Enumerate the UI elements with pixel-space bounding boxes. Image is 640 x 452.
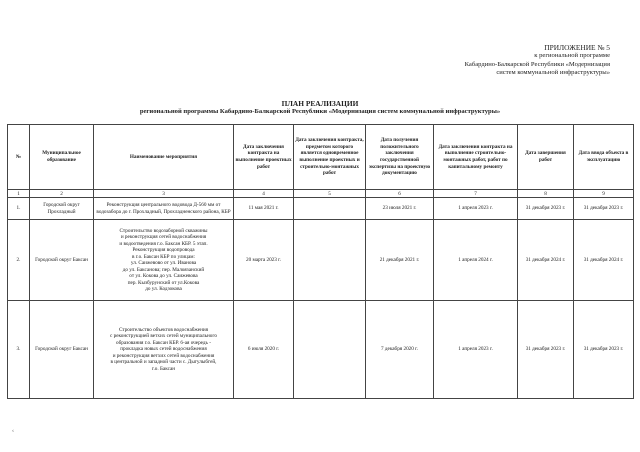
design-contract-cell: 20 марта 2023 г. xyxy=(234,220,294,301)
header-commissioning: Дата ввода объекта в эксплуатацию xyxy=(574,125,634,190)
column-number: 2 xyxy=(30,190,94,198)
completion-cell: 31 декабря 2023 г. xyxy=(518,301,574,399)
row-number: 1. xyxy=(8,198,30,220)
header-number: № xyxy=(8,125,30,190)
plan-subtitle: региональной программы Кабардино-Балкарской Республики «Модернизация систем коммунальной инфраструктуры» xyxy=(139,108,501,115)
header-combined-contract: Дата заключения контракта, предметом которого является одновременное выполнение проектных и строительно-монтажных работ xyxy=(294,125,366,190)
commissioning-cell: 31 декабря 2024 г. xyxy=(574,220,634,301)
row-number: 2. xyxy=(8,220,30,301)
column-number: 5 xyxy=(294,190,366,198)
table-header-row xyxy=(8,125,634,190)
construction-contract-cell: 1 апреля 2024 г. xyxy=(434,220,518,301)
header-municipality: Муниципальное образование xyxy=(30,125,94,190)
completion-cell: 31 декабря 2023 г. xyxy=(518,198,574,220)
table-row xyxy=(8,198,634,220)
column-number: 8 xyxy=(518,190,574,198)
event-text: Строительство объектов водоснабжения с реконструкцией ветхих сетей муниципального образования г.о. Баксан КБР. 6-ая очередь - прокладка новых сетей водоснабжения и реконструкция ветхих сетей водоснабжения в центральной и западной части с. Дыгулыбгей, г.о. Баксан xyxy=(110,326,217,372)
row-number: 3. xyxy=(8,301,30,399)
header-completion: Дата завершения работ xyxy=(518,125,574,190)
appendix-block xyxy=(370,44,610,78)
column-number-row xyxy=(8,190,634,198)
combined-contract-cell xyxy=(294,220,366,301)
appendix-line-2: к региональной программе xyxy=(534,52,610,60)
municipality-cell: Городской округ Прохладный xyxy=(30,198,94,220)
header-event: Наименование мероприятия xyxy=(94,125,234,190)
appendix-line-3: Кабардино-Балкарской Республики «Модернизация xyxy=(464,60,610,68)
municipality-cell: Городской округ Баксан xyxy=(30,220,94,301)
header-construction-contract: Дата заключения контракта на выполнение строительно-монтажных работ, работ по капитальному ремонту xyxy=(434,125,518,190)
construction-contract-cell: 1 апреля 2023 г. xyxy=(434,301,518,399)
event-cell xyxy=(94,301,234,399)
combined-contract-cell xyxy=(294,301,366,399)
design-contract-cell: 6 июля 2020 г. xyxy=(234,301,294,399)
expertise-cell: 7 декабря 2020 г. xyxy=(366,301,434,399)
column-number: 6 xyxy=(366,190,434,198)
appendix-line-4: систем коммунальной инфраструктуры» xyxy=(496,69,610,77)
commissioning-cell: 31 декабря 2023 г. xyxy=(574,301,634,399)
table-row xyxy=(8,301,634,399)
completion-cell: 31 декабря 2024 г. xyxy=(518,220,574,301)
municipality-cell: Городской округ Баксан xyxy=(30,301,94,399)
event-text: Реконструкция центрального водовода Д-560 мм от водозабора до г. Прохладный, Прохладненского района, КБР xyxy=(96,202,231,215)
combined-contract-cell xyxy=(294,198,366,220)
column-number: 9 xyxy=(574,190,634,198)
expertise-cell: 23 июля 2021 г. xyxy=(366,198,434,220)
column-number: 3 xyxy=(94,190,234,198)
table-row xyxy=(8,220,634,301)
header-expertise: Дата получения положительного заключения государственной экспертизы на проектную документацию xyxy=(366,125,434,190)
margin-mark: ‹ xyxy=(12,428,14,434)
design-contract-cell: 11 мая 2021 г. xyxy=(234,198,294,220)
event-cell xyxy=(94,198,234,220)
column-number: 7 xyxy=(434,190,518,198)
header-design-contract: Дата заключения контракта на выполнение проектных работ xyxy=(234,125,294,190)
commissioning-cell: 31 декабря 2023 г. xyxy=(574,198,634,220)
event-cell xyxy=(94,220,234,301)
construction-contract-cell: 1 апреля 2023 г. xyxy=(434,198,518,220)
expertise-cell: 21 декабря 2021 г. xyxy=(366,220,434,301)
column-number: 1 xyxy=(8,190,30,198)
plan-title: ПЛАН РЕАЛИЗАЦИИ xyxy=(281,99,359,108)
implementation-plan-table xyxy=(7,124,634,399)
column-number: 4 xyxy=(234,190,294,198)
event-text: Строительство водозаборной скважины и реконструкция сетей водоснабжения и водоотведения г.о. Баксан КБР. 5 этап. Реконструкция водопровода в г.о. Баксан КБР по улицам: ул. Саижевово от ул. Иванова до ул. Баксанова; пер. Малоязанский от ул. Кокова до ул. Саижевова пер. Кызбурунский от ул.Кокова до ул. Кодзокова xyxy=(119,227,208,292)
appendix-title: ПРИЛОЖЕНИЕ № 5 xyxy=(544,43,610,52)
